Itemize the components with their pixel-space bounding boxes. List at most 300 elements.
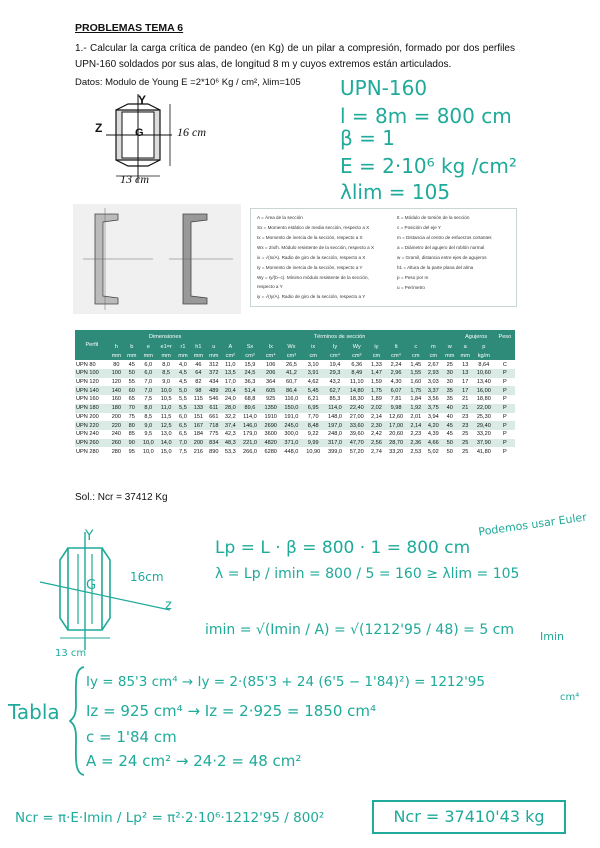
- unit-header: [495, 352, 515, 361]
- table-cell: 13: [458, 360, 473, 369]
- table-cell: 5,5: [175, 395, 190, 404]
- table-cell: 37,4: [222, 421, 240, 430]
- col-header: Wx: [281, 343, 303, 352]
- table-cell: 50: [124, 369, 139, 378]
- unit-header: cm³: [239, 352, 261, 361]
- col-header: ix: [302, 343, 324, 352]
- col-header: p: [473, 343, 495, 352]
- table-row: [75, 439, 515, 448]
- table-cell: 8,5: [157, 369, 175, 378]
- table-cell: 95: [124, 447, 139, 456]
- table-cell: 8,5: [140, 413, 158, 422]
- col-header: e1=r: [157, 343, 175, 352]
- table-cell: 32,2: [222, 413, 240, 422]
- table-cell: 2,74: [368, 447, 386, 456]
- unit-header: cm⁴: [385, 352, 407, 361]
- table-cell: 17,00: [385, 421, 407, 430]
- unit-header: cm: [425, 352, 443, 361]
- table-cell: 25,30: [473, 413, 495, 422]
- table-cell: UPN 240: [75, 430, 109, 439]
- table-cell: 3,94: [425, 413, 443, 422]
- table-cell: 60: [124, 386, 139, 395]
- def-left-0: A = Área de la sección: [257, 215, 303, 220]
- table-cell: 1,75: [368, 386, 386, 395]
- table-cell: P: [495, 395, 515, 404]
- col-header: b: [124, 343, 139, 352]
- fig-width-label: 13 cm: [120, 172, 149, 186]
- table-cell: P: [495, 447, 515, 456]
- def-right-7: u = Perímetro: [397, 285, 425, 290]
- table-cell: 6,36: [346, 360, 368, 369]
- hw-ncr-result: Ncr = 37410'43 kg: [372, 800, 566, 834]
- def-right-5: h1 = Altura de la parte plana del alma: [397, 265, 474, 270]
- hw-c: c = 1'84 cm: [86, 728, 177, 746]
- table-cell: 317,0: [324, 439, 346, 448]
- table-cell: 11,0: [222, 360, 240, 369]
- unit-header: cm⁴: [324, 352, 346, 361]
- table-cell: 90: [124, 439, 139, 448]
- col-header: Iy: [324, 343, 346, 352]
- table-cell: 300,0: [281, 430, 303, 439]
- table-cell: 4,39: [425, 430, 443, 439]
- table-cell: UPN 180: [75, 404, 109, 413]
- table-cell: 13,40: [473, 378, 495, 387]
- unit-header: mm: [124, 352, 139, 361]
- table-cell: 33,20: [473, 430, 495, 439]
- table-cell: 8,49: [346, 369, 368, 378]
- table-cell: 35: [442, 386, 457, 395]
- table-cell: 4,5: [175, 378, 190, 387]
- table-cell: 55: [124, 378, 139, 387]
- table-cell: 41,2: [281, 369, 303, 378]
- table-cell: 8,48: [302, 421, 324, 430]
- unit-header: cm: [368, 352, 386, 361]
- table-cell: 62,7: [324, 386, 346, 395]
- table-cell: 925: [261, 395, 281, 404]
- table-cell: 85: [124, 430, 139, 439]
- col-header: c: [407, 343, 425, 352]
- table-cell: 3,10: [302, 360, 324, 369]
- table-cell: 86,4: [281, 386, 303, 395]
- col-header: h1: [191, 343, 206, 352]
- table-cell: 45: [442, 421, 457, 430]
- table-cell: 11,0: [157, 404, 175, 413]
- unit-header: kg/m: [473, 352, 495, 361]
- unit-header: mm: [175, 352, 190, 361]
- table-cell: 11,10: [346, 378, 368, 387]
- problem-statement: 1.- Calcular la carga crítica de pandeo (en Kg) de un pilar a compresión, formado por dos perfiles UPN-160 soldados por sus alas, de longitud 8 m y cuyos extremos están articulados.: [75, 43, 515, 70]
- table-cell: 2,30: [368, 421, 386, 430]
- table-cell: 2,01: [407, 413, 425, 422]
- def-right-1: c = Posición del eje Y: [397, 225, 441, 230]
- table-cell: 75: [124, 413, 139, 422]
- fig-g-label: G: [135, 127, 144, 139]
- column-header-row: [75, 343, 515, 352]
- table-cell: 1910: [261, 413, 281, 422]
- profile-table: [75, 330, 515, 456]
- table-cell: 80: [124, 421, 139, 430]
- unit-header-row: [75, 352, 515, 361]
- table-cell: 280: [109, 447, 124, 456]
- table-cell: 148,0: [324, 413, 346, 422]
- def-right-3: a = Diámetro del agujero del roblón normal: [397, 245, 485, 250]
- def-left-5: Iy = Momento de inercia de la sección, respecto a Y: [257, 265, 363, 270]
- table-cell: 1,75: [407, 386, 425, 395]
- table-cell: 50: [442, 447, 457, 456]
- th-peso: Peso: [495, 330, 515, 343]
- hw-imin: imin = √(Imin / A) = √(1212'95 / 48) = 5 cm: [205, 622, 515, 638]
- unit-header: cm: [407, 352, 425, 361]
- table-cell: 37,90: [473, 439, 495, 448]
- table-cell: 21: [458, 404, 473, 413]
- table-cell: 1,59: [368, 378, 386, 387]
- table-row: [75, 404, 515, 413]
- hw-fig-y: Y: [85, 528, 94, 544]
- table-cell: 6280: [261, 447, 281, 456]
- table-cell: 7,70: [302, 413, 324, 422]
- def-left-8: iy = √(Iy/A). Radio de giro de la sección, respecto a Y: [257, 294, 366, 299]
- table-row: [75, 413, 515, 422]
- table-cell: 18,30: [346, 395, 368, 404]
- table-cell: 8,0: [157, 360, 175, 369]
- table-cell: 50: [442, 439, 457, 448]
- page-title: PROBLEMAS TEMA 6: [75, 22, 184, 34]
- table-cell: 718: [206, 421, 221, 430]
- table-cell: 9,99: [302, 439, 324, 448]
- table-cell: 180: [109, 404, 124, 413]
- table-cell: 1,92: [407, 404, 425, 413]
- table-cell: UPN 220: [75, 421, 109, 430]
- table-cell: 7,5: [175, 447, 190, 456]
- hw-young: E = 2·10⁶ kg /cm²: [340, 154, 517, 178]
- table-cell: 29,40: [473, 421, 495, 430]
- table-cell: 33,60: [346, 421, 368, 430]
- table-cell: 266,0: [239, 447, 261, 456]
- table-row: [75, 360, 515, 369]
- table-cell: 25: [442, 360, 457, 369]
- table-cell: 89,6: [239, 404, 261, 413]
- table-cell: 116,0: [281, 395, 303, 404]
- table-cell: 191,0: [281, 413, 303, 422]
- table-cell: 9,22: [302, 430, 324, 439]
- table-cell: 48,3: [222, 439, 240, 448]
- table-cell: 14,80: [346, 386, 368, 395]
- table-cell: 4,5: [175, 369, 190, 378]
- table-cell: 160: [109, 395, 124, 404]
- unit-header: cm³: [346, 352, 368, 361]
- table-cell: 20,60: [385, 430, 407, 439]
- table-cell: 220: [109, 421, 124, 430]
- th-agujeros: Agujeros: [458, 330, 495, 343]
- hw-brace: [68, 665, 88, 777]
- table-cell: P: [495, 386, 515, 395]
- table-cell: UPN 120: [75, 378, 109, 387]
- table-cell: 7,0: [175, 439, 190, 448]
- table-cell: 372: [206, 369, 221, 378]
- table-cell: 9,0: [140, 421, 158, 430]
- table-cell: 39,60: [346, 430, 368, 439]
- table-cell: 179,0: [239, 430, 261, 439]
- table-cell: 28,70: [385, 439, 407, 448]
- table-cell: 17,0: [222, 378, 240, 387]
- hw-lambda: λ = Lp / imin = 800 / 5 = 160 ≥ λlim = 105: [215, 566, 520, 582]
- table-cell: 2,96: [385, 369, 407, 378]
- col-header: h: [109, 343, 124, 352]
- th-terminos: Términos de sección: [222, 330, 458, 343]
- table-cell: 364: [261, 378, 281, 387]
- table-cell: 6,07: [385, 386, 407, 395]
- table-cell: 3,91: [302, 369, 324, 378]
- table-cell: P: [495, 404, 515, 413]
- table-cell: UPN 80: [75, 360, 109, 369]
- col-header: a: [458, 343, 473, 352]
- table-cell: 6,5: [175, 421, 190, 430]
- data-line: Datos: Modulo de Young E =2*10⁶ Kg / cm², λlim=105: [75, 77, 301, 88]
- hw-fig-width: 13 cm: [55, 648, 87, 659]
- table-cell: 98: [191, 386, 206, 395]
- table-cell: 10,0: [157, 386, 175, 395]
- table-cell: 115: [191, 395, 206, 404]
- table-cell: 890: [206, 447, 221, 456]
- unit-header: mm: [442, 352, 457, 361]
- table-cell: 3,75: [425, 404, 443, 413]
- table-cell: 6,0: [140, 369, 158, 378]
- table-cell: 2,56: [368, 439, 386, 448]
- table-cell: 35: [442, 395, 457, 404]
- table-cell: 47,70: [346, 439, 368, 448]
- unit-header: cm²: [222, 352, 240, 361]
- table-cell: 150,0: [281, 404, 303, 413]
- table-row: [75, 430, 515, 439]
- hw-fig-g: G: [86, 578, 97, 593]
- table-cell: 12,60: [385, 413, 407, 422]
- table-cell: 82: [191, 378, 206, 387]
- table-cell: 245,0: [281, 421, 303, 430]
- table-cell: 27,00: [346, 413, 368, 422]
- table-cell: 434: [206, 378, 221, 387]
- table-cell: 206: [261, 369, 281, 378]
- hw-lp: Lp = L · β = 800 · 1 = 800 cm: [215, 538, 471, 558]
- col-header: m: [425, 343, 443, 352]
- table-cell: UPN 160: [75, 395, 109, 404]
- table-cell: 120: [109, 378, 124, 387]
- table-cell: 1,84: [407, 395, 425, 404]
- table-cell: 6,21: [302, 395, 324, 404]
- col-header: It: [385, 343, 407, 352]
- table-cell: 8,0: [140, 404, 158, 413]
- def-left-2: Ix = Momento de inercia de la sección, respecto a X: [257, 235, 363, 240]
- table-cell: 167: [191, 421, 206, 430]
- table-cell: 3,56: [425, 395, 443, 404]
- table-cell: 28,0: [222, 404, 240, 413]
- table-cell: 9,5: [140, 430, 158, 439]
- table-cell: 16,00: [473, 386, 495, 395]
- table-cell: 30: [442, 369, 457, 378]
- table-cell: 1,89: [368, 395, 386, 404]
- col-header: Ix: [261, 343, 281, 352]
- table-cell: 2,42: [368, 430, 386, 439]
- table-cell: 23: [458, 413, 473, 422]
- unit-header: mm: [157, 352, 175, 361]
- table-cell: 33,20: [385, 447, 407, 456]
- solution-text: Sol.: Ncr = 37412 Kg: [75, 492, 168, 503]
- table-cell: 17: [458, 386, 473, 395]
- table-cell: 10,0: [140, 447, 158, 456]
- table-cell: 19,4: [324, 360, 346, 369]
- unit-header: cm⁴: [261, 352, 281, 361]
- table-cell: UPN 280: [75, 447, 109, 456]
- table-cell: 2,93: [425, 369, 443, 378]
- table-cell: 85,3: [324, 395, 346, 404]
- table-cell: 60,7: [281, 378, 303, 387]
- table-cell: 13,5: [222, 369, 240, 378]
- table-cell: P: [495, 430, 515, 439]
- table-cell: 3,37: [425, 386, 443, 395]
- table-row: [75, 386, 515, 395]
- table-cell: 20,4: [222, 386, 240, 395]
- table-cell: 45: [442, 430, 457, 439]
- table-cell: 448,0: [281, 447, 303, 456]
- table-cell: 1,55: [407, 369, 425, 378]
- table-cell: 1350: [261, 404, 281, 413]
- table-cell: 8,64: [473, 360, 495, 369]
- table-cell: UPN 100: [75, 369, 109, 378]
- table-cell: 42,3: [222, 430, 240, 439]
- table-cell: 40: [442, 413, 457, 422]
- table-cell: 64: [191, 369, 206, 378]
- table-cell: 22,00: [473, 404, 495, 413]
- table-cell: P: [495, 421, 515, 430]
- table-cell: 4,66: [425, 439, 443, 448]
- table-body: [75, 360, 515, 456]
- table-cell: 2690: [261, 421, 281, 430]
- table-cell: 240: [109, 430, 124, 439]
- table-cell: 312: [206, 360, 221, 369]
- table-cell: 10,0: [140, 439, 158, 448]
- table-cell: 5,0: [175, 386, 190, 395]
- table-cell: 17: [458, 378, 473, 387]
- table-cell: 151: [191, 413, 206, 422]
- table-cell: 65: [124, 395, 139, 404]
- table-cell: P: [495, 369, 515, 378]
- table-cell: 13: [458, 369, 473, 378]
- table-row: [75, 395, 515, 404]
- table-cell: 21: [458, 395, 473, 404]
- table-cell: 605: [261, 386, 281, 395]
- fig-height-label: 16 cm: [177, 125, 206, 139]
- table-cell: UPN 260: [75, 439, 109, 448]
- fig-z-label: Z: [95, 121, 103, 135]
- table-cell: 40: [442, 404, 457, 413]
- table-cell: 9,98: [385, 404, 407, 413]
- table-cell: 29,3: [324, 369, 346, 378]
- table-cell: 25: [458, 447, 473, 456]
- unit-header: mm: [191, 352, 206, 361]
- hw-a: A = 24 cm² → 24·2 = 48 cm²: [86, 752, 302, 770]
- table-cell: 114,0: [239, 413, 261, 422]
- table-cell: 36,3: [239, 378, 261, 387]
- table-cell: 45: [124, 360, 139, 369]
- table-cell: 4,30: [385, 378, 407, 387]
- col-header: u: [206, 343, 221, 352]
- table-cell: 100: [109, 369, 124, 378]
- table-cell: 80: [109, 360, 124, 369]
- table-cell: 5,5: [175, 404, 190, 413]
- section-figure: [86, 92, 216, 188]
- hw-iy: Iy = 85'3 cm⁴ → Iy = 2·(85'3 + 24 (6'5 − 1'84)²) = 1212'95: [86, 674, 485, 690]
- table-cell: 2,36: [407, 439, 425, 448]
- table-cell: 12,5: [157, 421, 175, 430]
- table-cell: 25: [458, 430, 473, 439]
- table-cell: 13,0: [157, 430, 175, 439]
- hw-fig-z: z: [165, 598, 172, 613]
- hw-length: l = 8m = 800 cm: [340, 104, 512, 128]
- table-cell: 25: [458, 439, 473, 448]
- table-cell: 18,80: [473, 395, 495, 404]
- table-cell: 15,0: [157, 447, 175, 456]
- table-cell: 399,0: [324, 447, 346, 456]
- table-cell: 611: [206, 404, 221, 413]
- table-cell: 7,0: [140, 378, 158, 387]
- table-cell: 15,9: [239, 360, 261, 369]
- unit-header: mm: [206, 352, 221, 361]
- table-cell: UPN 140: [75, 386, 109, 395]
- table-cell: 7,81: [385, 395, 407, 404]
- def-left-3: Wx = 2Ix/h. Módulo resistente de la sección, respecto a X: [257, 245, 375, 250]
- table-cell: 248,0: [324, 430, 346, 439]
- table-row: [75, 447, 515, 456]
- unit-header: mm: [458, 352, 473, 361]
- col-header: r1: [175, 343, 190, 352]
- table-cell: 2,23: [407, 430, 425, 439]
- table-cell: 221,0: [239, 439, 261, 448]
- hw-beta: β = 1: [340, 126, 395, 150]
- table-cell: 197,0: [324, 421, 346, 430]
- table-row: [75, 378, 515, 387]
- table-row: [75, 369, 515, 378]
- fig-y-label: Y: [138, 93, 147, 107]
- table-cell: 106: [261, 360, 281, 369]
- table-cell: 41,80: [473, 447, 495, 456]
- table-cell: 22,40: [346, 404, 368, 413]
- hw-upn: UPN-160: [340, 76, 428, 100]
- table-cell: C: [495, 360, 515, 369]
- table-cell: 4,20: [425, 421, 443, 430]
- table-cell: 114,0: [324, 404, 346, 413]
- definitions-box: [250, 208, 517, 307]
- table-cell: 4,0: [175, 360, 190, 369]
- table-cell: 6,0: [175, 413, 190, 422]
- table-cell: 2,14: [407, 421, 425, 430]
- def-right-6: p = Peso por m: [397, 275, 429, 280]
- col-header: Sx: [239, 343, 261, 352]
- def-left-7: respecto a Y: [257, 284, 283, 289]
- brace-path: [70, 667, 84, 775]
- col-header: [495, 343, 515, 352]
- table-cell: 9,0: [157, 378, 175, 387]
- col-header: A: [222, 343, 240, 352]
- table-cell: 70: [124, 404, 139, 413]
- table-cell: 26,5: [281, 360, 303, 369]
- hw-euler-note: Podemos usar Euler: [477, 510, 588, 539]
- table-cell: 5,02: [425, 447, 443, 456]
- table-cell: 68,8: [239, 395, 261, 404]
- th-perfil: Perfil: [75, 330, 109, 360]
- table-cell: 6,95: [302, 404, 324, 413]
- hw-ncr-formula: Ncr = π·E·Imin / Lp² = π²·2·10⁶·1212'95 / 800²: [15, 810, 325, 826]
- table-cell: 6,5: [175, 430, 190, 439]
- table-cell: 133: [191, 404, 206, 413]
